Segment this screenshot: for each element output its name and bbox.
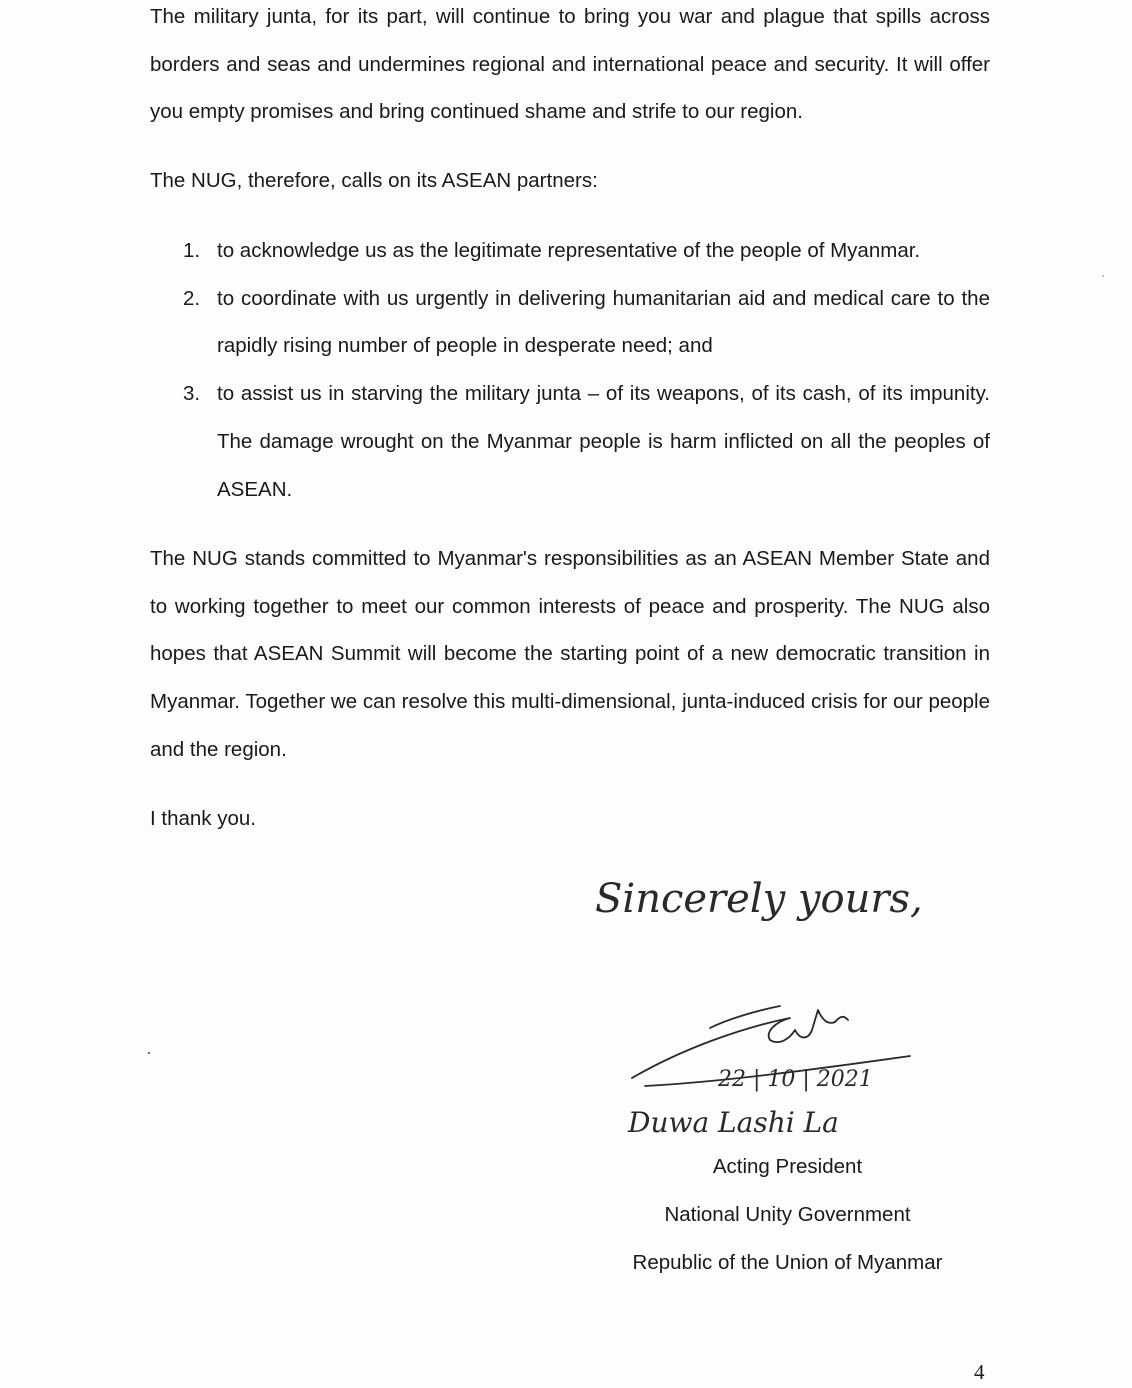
- list-item-text: to assist us in starving the military junta – of its weapons, of its cash, of its impunity. The damage wrought on the Myanmar people is harm inflicted on all the peoples of ASEAN.: [217, 382, 990, 501]
- signatory-country: Republic of the Union of Myanmar: [632, 1251, 943, 1274]
- list-item-number: 3.: [183, 382, 201, 406]
- handwritten-closing: Sincerely yours,: [595, 876, 923, 922]
- list-item: [150, 275, 990, 370]
- handwritten-date: 22 | 10 | 2021: [718, 1067, 873, 1092]
- list-item: [150, 227, 990, 275]
- paragraph-commitment: The NUG stands committed to Myanmar's responsibilities as an ASEAN Member State and to working together to meet our common interests of peace and prosperity. The NUG also hopes that ASEAN Summit will become the starting point of a new democratic transition in Myanmar. Together we can resolve this multi-dimensional, junta-induced crisis for our people and the region.: [150, 547, 990, 761]
- paragraph-thanks: I thank you.: [150, 807, 256, 830]
- scan-speck: [1102, 275, 1104, 277]
- signatory-organization: National Unity Government: [664, 1203, 911, 1226]
- paragraph-call-to-partners: The NUG, therefore, calls on its ASEAN partners:: [150, 169, 598, 192]
- list-item-number: 2.: [183, 286, 201, 310]
- handwritten-name: Duwa Lashi La: [628, 1106, 839, 1139]
- paragraph-junta-warning: The military junta, for its part, will continue to bring you war and plague that spills across borders and seas and undermines regional and international peace and security. It will offer you empty promises and bring continued shame and strife to our region.: [150, 5, 990, 124]
- signature-image: [590, 850, 990, 1160]
- list-item: [150, 370, 990, 513]
- list-item-text: to coordinate with us urgently in delivering humanitarian aid and medical care to the rapidly rising number of people in desperate need; and: [217, 286, 990, 358]
- scan-speck: [148, 1052, 150, 1054]
- handwritten-signature-block: [590, 850, 990, 1160]
- list-item-number: 1.: [183, 239, 201, 262]
- list-item-text: to acknowledge us as the legitimate representative of the people of Myanmar.: [217, 239, 921, 262]
- signatory-title: Acting President: [712, 1155, 863, 1178]
- page-number: 4: [974, 1360, 985, 1384]
- demands-list: [150, 227, 990, 513]
